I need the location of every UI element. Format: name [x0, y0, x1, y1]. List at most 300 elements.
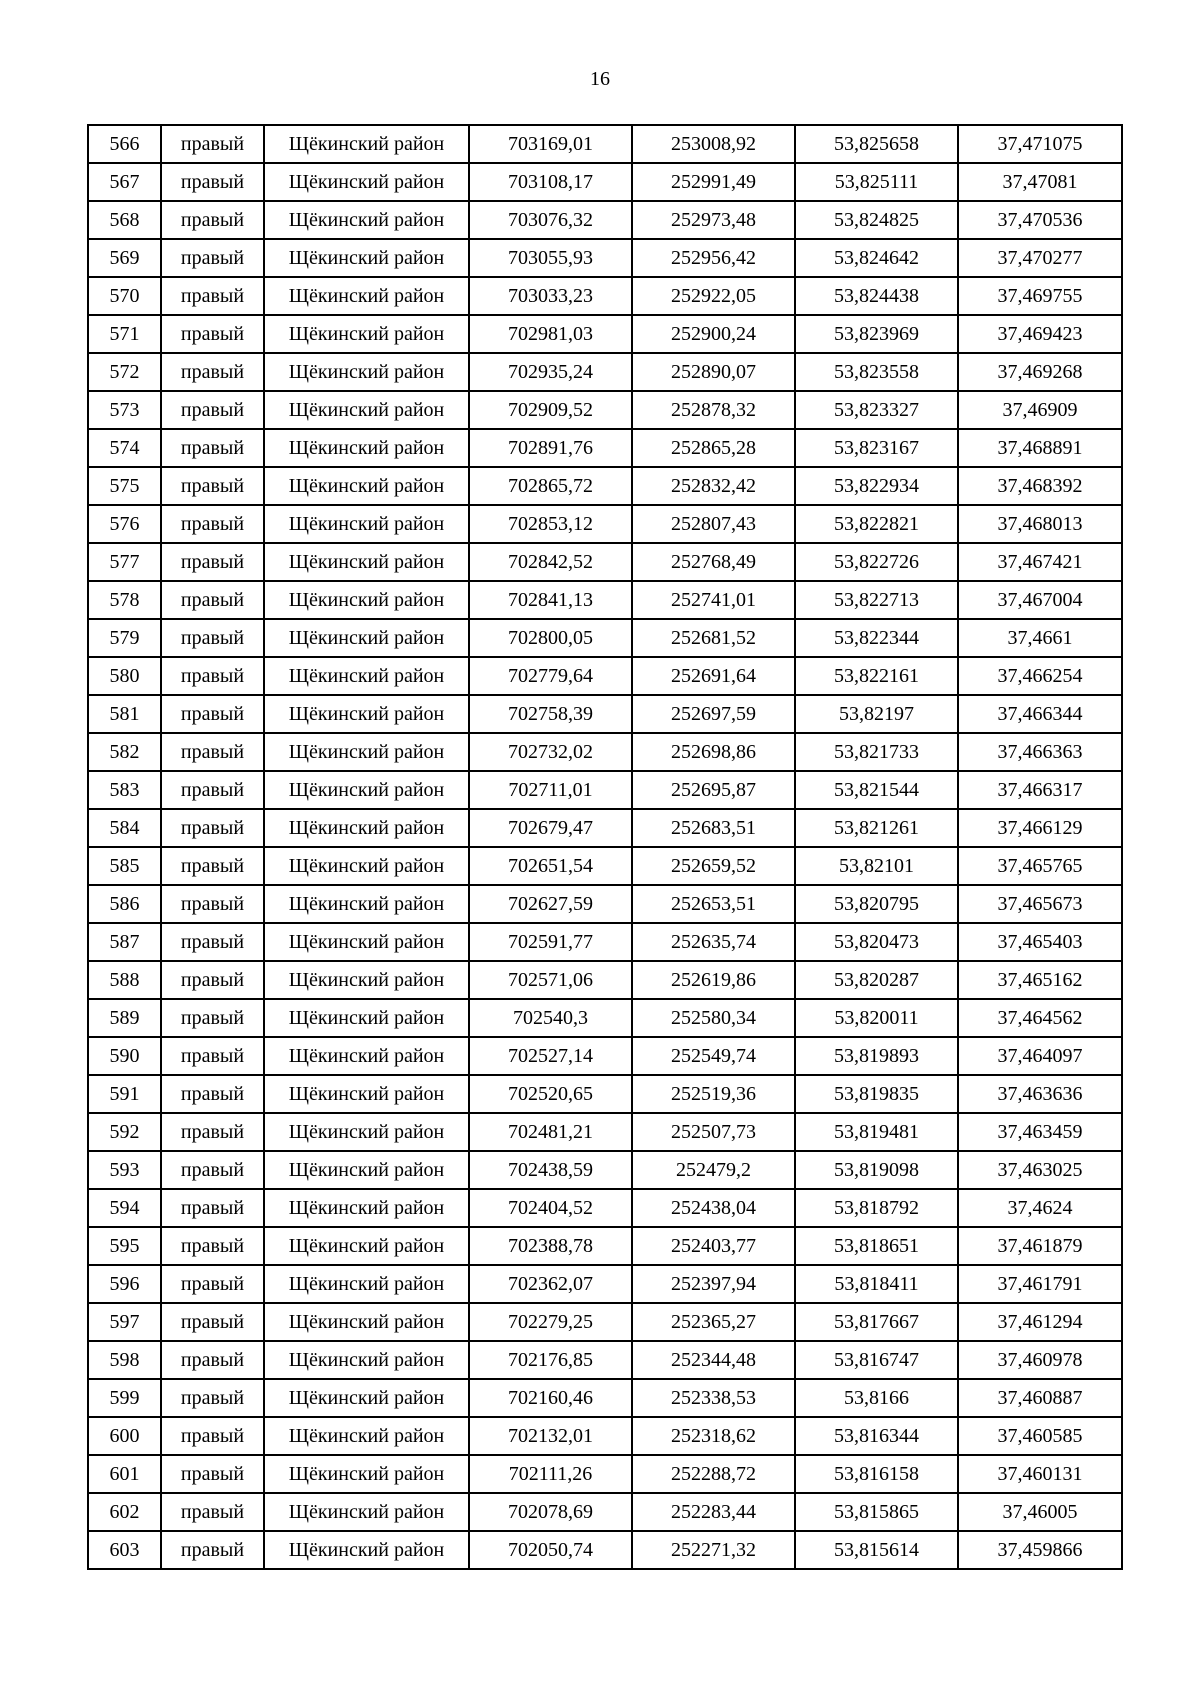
district-cell: Щёкинский район: [264, 543, 469, 581]
district-cell: Щёкинский район: [264, 239, 469, 277]
bank-side-cell: правый: [161, 201, 264, 239]
table-row: [88, 277, 1122, 315]
table-row: [88, 1037, 1122, 1075]
x-coordinate-cell: 702779,64: [469, 657, 632, 695]
latitude-cell: 53,822161: [795, 657, 958, 695]
bank-side-cell: правый: [161, 391, 264, 429]
district-cell: Щёкинский район: [264, 581, 469, 619]
bank-side-cell: правый: [161, 733, 264, 771]
table-row: [88, 1379, 1122, 1417]
longitude-cell: 37,460887: [958, 1379, 1122, 1417]
longitude-cell: 37,468891: [958, 429, 1122, 467]
district-cell: Щёкинский район: [264, 1265, 469, 1303]
longitude-cell: 37,47081: [958, 163, 1122, 201]
bank-side-cell: правый: [161, 1151, 264, 1189]
point-number-cell: 584: [88, 809, 161, 847]
district-cell: Щёкинский район: [264, 1341, 469, 1379]
bank-side-cell: правый: [161, 1379, 264, 1417]
district-cell: Щёкинский район: [264, 999, 469, 1037]
y-coordinate-cell: 252338,53: [632, 1379, 795, 1417]
y-coordinate-cell: 252271,32: [632, 1531, 795, 1569]
point-number-cell: 601: [88, 1455, 161, 1493]
x-coordinate-cell: 703033,23: [469, 277, 632, 315]
district-cell: Щёкинский район: [264, 201, 469, 239]
district-cell: Щёкинский район: [264, 1037, 469, 1075]
bank-side-cell: правый: [161, 1531, 264, 1569]
latitude-cell: 53,815614: [795, 1531, 958, 1569]
table-row: [88, 1455, 1122, 1493]
y-coordinate-cell: 252365,27: [632, 1303, 795, 1341]
longitude-cell: 37,461879: [958, 1227, 1122, 1265]
longitude-cell: 37,460585: [958, 1417, 1122, 1455]
point-number-cell: 594: [88, 1189, 161, 1227]
district-cell: Щёкинский район: [264, 353, 469, 391]
x-coordinate-cell: 702438,59: [469, 1151, 632, 1189]
longitude-cell: 37,463025: [958, 1151, 1122, 1189]
y-coordinate-cell: 252438,04: [632, 1189, 795, 1227]
x-coordinate-cell: 702651,54: [469, 847, 632, 885]
table-row: [88, 999, 1122, 1037]
y-coordinate-cell: 252991,49: [632, 163, 795, 201]
longitude-cell: 37,464562: [958, 999, 1122, 1037]
point-number-cell: 595: [88, 1227, 161, 1265]
point-number-cell: 581: [88, 695, 161, 733]
point-number-cell: 599: [88, 1379, 161, 1417]
district-cell: Щёкинский район: [264, 429, 469, 467]
point-number-cell: 568: [88, 201, 161, 239]
bank-side-cell: правый: [161, 1303, 264, 1341]
table-row: [88, 847, 1122, 885]
x-coordinate-cell: 702388,78: [469, 1227, 632, 1265]
longitude-cell: 37,467004: [958, 581, 1122, 619]
y-coordinate-cell: 252519,36: [632, 1075, 795, 1113]
y-coordinate-cell: 252890,07: [632, 353, 795, 391]
table-row: [88, 429, 1122, 467]
y-coordinate-cell: 252956,42: [632, 239, 795, 277]
y-coordinate-cell: 252580,34: [632, 999, 795, 1037]
longitude-cell: 37,4624: [958, 1189, 1122, 1227]
point-number-cell: 580: [88, 657, 161, 695]
table-row: [88, 1189, 1122, 1227]
district-cell: Щёкинский район: [264, 771, 469, 809]
point-number-cell: 589: [88, 999, 161, 1037]
table-row: [88, 1417, 1122, 1455]
longitude-cell: 37,469268: [958, 353, 1122, 391]
longitude-cell: 37,460131: [958, 1455, 1122, 1493]
latitude-cell: 53,825658: [795, 125, 958, 163]
x-coordinate-cell: 703169,01: [469, 125, 632, 163]
table-row: [88, 125, 1122, 163]
table-row: [88, 353, 1122, 391]
bank-side-cell: правый: [161, 1113, 264, 1151]
y-coordinate-cell: 252653,51: [632, 885, 795, 923]
table-row: [88, 163, 1122, 201]
bank-side-cell: правый: [161, 163, 264, 201]
x-coordinate-cell: 702111,26: [469, 1455, 632, 1493]
point-number-cell: 597: [88, 1303, 161, 1341]
longitude-cell: 37,466344: [958, 695, 1122, 733]
table-row: [88, 961, 1122, 999]
x-coordinate-cell: 702160,46: [469, 1379, 632, 1417]
district-cell: Щёкинский район: [264, 1189, 469, 1227]
y-coordinate-cell: 252768,49: [632, 543, 795, 581]
x-coordinate-cell: 702540,3: [469, 999, 632, 1037]
point-number-cell: 600: [88, 1417, 161, 1455]
point-number-cell: 576: [88, 505, 161, 543]
y-coordinate-cell: 252635,74: [632, 923, 795, 961]
bank-side-cell: правый: [161, 1265, 264, 1303]
bank-side-cell: правый: [161, 1227, 264, 1265]
district-cell: Щёкинский район: [264, 809, 469, 847]
point-number-cell: 577: [88, 543, 161, 581]
y-coordinate-cell: 252878,32: [632, 391, 795, 429]
coordinates-table: [87, 124, 1123, 1570]
x-coordinate-cell: 702362,07: [469, 1265, 632, 1303]
bank-side-cell: правый: [161, 543, 264, 581]
longitude-cell: 37,466129: [958, 809, 1122, 847]
table-row: [88, 1113, 1122, 1151]
x-coordinate-cell: 702404,52: [469, 1189, 632, 1227]
point-number-cell: 569: [88, 239, 161, 277]
table-row: [88, 1227, 1122, 1265]
latitude-cell: 53,82197: [795, 695, 958, 733]
latitude-cell: 53,816344: [795, 1417, 958, 1455]
point-number-cell: 588: [88, 961, 161, 999]
table-row: [88, 923, 1122, 961]
y-coordinate-cell: 252397,94: [632, 1265, 795, 1303]
district-cell: Щёкинский район: [264, 1455, 469, 1493]
longitude-cell: 37,461791: [958, 1265, 1122, 1303]
district-cell: Щёкинский район: [264, 695, 469, 733]
y-coordinate-cell: 252283,44: [632, 1493, 795, 1531]
point-number-cell: 579: [88, 619, 161, 657]
district-cell: Щёкинский район: [264, 315, 469, 353]
x-coordinate-cell: 702865,72: [469, 467, 632, 505]
bank-side-cell: правый: [161, 771, 264, 809]
bank-side-cell: правый: [161, 885, 264, 923]
point-number-cell: 587: [88, 923, 161, 961]
x-coordinate-cell: 703055,93: [469, 239, 632, 277]
x-coordinate-cell: 702078,69: [469, 1493, 632, 1531]
table-row: [88, 657, 1122, 695]
y-coordinate-cell: 252973,48: [632, 201, 795, 239]
latitude-cell: 53,818411: [795, 1265, 958, 1303]
table-row: [88, 201, 1122, 239]
table-row: [88, 1493, 1122, 1531]
latitude-cell: 53,815865: [795, 1493, 958, 1531]
table-row: [88, 543, 1122, 581]
x-coordinate-cell: 702050,74: [469, 1531, 632, 1569]
bank-side-cell: правый: [161, 1455, 264, 1493]
x-coordinate-cell: 702527,14: [469, 1037, 632, 1075]
point-number-cell: 596: [88, 1265, 161, 1303]
x-coordinate-cell: 702627,59: [469, 885, 632, 923]
x-coordinate-cell: 702891,76: [469, 429, 632, 467]
y-coordinate-cell: 252619,86: [632, 961, 795, 999]
district-cell: Щёкинский район: [264, 733, 469, 771]
table-row: [88, 1151, 1122, 1189]
x-coordinate-cell: 702842,52: [469, 543, 632, 581]
y-coordinate-cell: 252403,77: [632, 1227, 795, 1265]
point-number-cell: 578: [88, 581, 161, 619]
table-row: [88, 1341, 1122, 1379]
point-number-cell: 567: [88, 163, 161, 201]
table-row: [88, 1303, 1122, 1341]
latitude-cell: 53,818792: [795, 1189, 958, 1227]
bank-side-cell: правый: [161, 999, 264, 1037]
table-row: [88, 1075, 1122, 1113]
y-coordinate-cell: 252695,87: [632, 771, 795, 809]
longitude-cell: 37,471075: [958, 125, 1122, 163]
district-cell: Щёкинский район: [264, 505, 469, 543]
table-body: [88, 125, 1122, 1569]
longitude-cell: 37,466363: [958, 733, 1122, 771]
x-coordinate-cell: 702591,77: [469, 923, 632, 961]
latitude-cell: 53,823969: [795, 315, 958, 353]
point-number-cell: 592: [88, 1113, 161, 1151]
y-coordinate-cell: 252288,72: [632, 1455, 795, 1493]
longitude-cell: 37,46909: [958, 391, 1122, 429]
x-coordinate-cell: 702935,24: [469, 353, 632, 391]
longitude-cell: 37,459866: [958, 1531, 1122, 1569]
district-cell: Щёкинский район: [264, 847, 469, 885]
latitude-cell: 53,823558: [795, 353, 958, 391]
table-row: [88, 733, 1122, 771]
table-row: [88, 315, 1122, 353]
longitude-cell: 37,469423: [958, 315, 1122, 353]
district-cell: Щёкинский район: [264, 1531, 469, 1569]
x-coordinate-cell: 702853,12: [469, 505, 632, 543]
longitude-cell: 37,4661: [958, 619, 1122, 657]
bank-side-cell: правый: [161, 695, 264, 733]
x-coordinate-cell: 702800,05: [469, 619, 632, 657]
y-coordinate-cell: 252344,48: [632, 1341, 795, 1379]
bank-side-cell: правый: [161, 315, 264, 353]
y-coordinate-cell: 252922,05: [632, 277, 795, 315]
district-cell: Щёкинский район: [264, 1379, 469, 1417]
latitude-cell: 53,820287: [795, 961, 958, 999]
district-cell: Щёкинский район: [264, 1303, 469, 1341]
x-coordinate-cell: 702279,25: [469, 1303, 632, 1341]
x-coordinate-cell: 702481,21: [469, 1113, 632, 1151]
y-coordinate-cell: 252865,28: [632, 429, 795, 467]
bank-side-cell: правый: [161, 847, 264, 885]
y-coordinate-cell: 252683,51: [632, 809, 795, 847]
y-coordinate-cell: 252659,52: [632, 847, 795, 885]
table-row: [88, 771, 1122, 809]
latitude-cell: 53,823327: [795, 391, 958, 429]
district-cell: Щёкинский район: [264, 961, 469, 999]
table-row: [88, 695, 1122, 733]
point-number-cell: 586: [88, 885, 161, 923]
point-number-cell: 571: [88, 315, 161, 353]
latitude-cell: 53,818651: [795, 1227, 958, 1265]
district-cell: Щёкинский район: [264, 1151, 469, 1189]
table-row: [88, 391, 1122, 429]
y-coordinate-cell: 252691,64: [632, 657, 795, 695]
district-cell: Щёкинский район: [264, 1417, 469, 1455]
bank-side-cell: правый: [161, 505, 264, 543]
longitude-cell: 37,465162: [958, 961, 1122, 999]
latitude-cell: 53,820011: [795, 999, 958, 1037]
point-number-cell: 566: [88, 125, 161, 163]
bank-side-cell: правый: [161, 467, 264, 505]
latitude-cell: 53,816747: [795, 1341, 958, 1379]
point-number-cell: 582: [88, 733, 161, 771]
y-coordinate-cell: 252479,2: [632, 1151, 795, 1189]
x-coordinate-cell: 703076,32: [469, 201, 632, 239]
table-row: [88, 467, 1122, 505]
point-number-cell: 590: [88, 1037, 161, 1075]
point-number-cell: 598: [88, 1341, 161, 1379]
bank-side-cell: правый: [161, 429, 264, 467]
table-row: [88, 619, 1122, 657]
longitude-cell: 37,466317: [958, 771, 1122, 809]
longitude-cell: 37,470277: [958, 239, 1122, 277]
latitude-cell: 53,819481: [795, 1113, 958, 1151]
bank-side-cell: правый: [161, 239, 264, 277]
latitude-cell: 53,821544: [795, 771, 958, 809]
point-number-cell: 574: [88, 429, 161, 467]
x-coordinate-cell: 702732,02: [469, 733, 632, 771]
bank-side-cell: правый: [161, 125, 264, 163]
longitude-cell: 37,469755: [958, 277, 1122, 315]
longitude-cell: 37,465673: [958, 885, 1122, 923]
x-coordinate-cell: 702132,01: [469, 1417, 632, 1455]
district-cell: Щёкинский район: [264, 391, 469, 429]
latitude-cell: 53,817667: [795, 1303, 958, 1341]
district-cell: Щёкинский район: [264, 163, 469, 201]
point-number-cell: 585: [88, 847, 161, 885]
point-number-cell: 591: [88, 1075, 161, 1113]
longitude-cell: 37,465765: [958, 847, 1122, 885]
point-number-cell: 570: [88, 277, 161, 315]
bank-side-cell: правый: [161, 809, 264, 847]
district-cell: Щёкинский район: [264, 885, 469, 923]
y-coordinate-cell: 252698,86: [632, 733, 795, 771]
bank-side-cell: правый: [161, 619, 264, 657]
longitude-cell: 37,460978: [958, 1341, 1122, 1379]
x-coordinate-cell: 702909,52: [469, 391, 632, 429]
longitude-cell: 37,464097: [958, 1037, 1122, 1075]
district-cell: Щёкинский район: [264, 277, 469, 315]
latitude-cell: 53,820473: [795, 923, 958, 961]
point-number-cell: 572: [88, 353, 161, 391]
latitude-cell: 53,824825: [795, 201, 958, 239]
district-cell: Щёкинский район: [264, 125, 469, 163]
point-number-cell: 602: [88, 1493, 161, 1531]
latitude-cell: 53,823167: [795, 429, 958, 467]
bank-side-cell: правый: [161, 277, 264, 315]
district-cell: Щёкинский район: [264, 923, 469, 961]
point-number-cell: 573: [88, 391, 161, 429]
point-number-cell: 593: [88, 1151, 161, 1189]
longitude-cell: 37,463459: [958, 1113, 1122, 1151]
y-coordinate-cell: 252681,52: [632, 619, 795, 657]
latitude-cell: 53,824438: [795, 277, 958, 315]
district-cell: Щёкинский район: [264, 467, 469, 505]
bank-side-cell: правый: [161, 657, 264, 695]
longitude-cell: 37,468392: [958, 467, 1122, 505]
latitude-cell: 53,821733: [795, 733, 958, 771]
longitude-cell: 37,470536: [958, 201, 1122, 239]
x-coordinate-cell: 702841,13: [469, 581, 632, 619]
latitude-cell: 53,819893: [795, 1037, 958, 1075]
x-coordinate-cell: 702571,06: [469, 961, 632, 999]
district-cell: Щёкинский район: [264, 657, 469, 695]
longitude-cell: 37,46005: [958, 1493, 1122, 1531]
longitude-cell: 37,467421: [958, 543, 1122, 581]
table-row: [88, 581, 1122, 619]
table-row: [88, 505, 1122, 543]
latitude-cell: 53,819098: [795, 1151, 958, 1189]
bank-side-cell: правый: [161, 1075, 264, 1113]
y-coordinate-cell: 252318,62: [632, 1417, 795, 1455]
table-row: [88, 239, 1122, 277]
bank-side-cell: правый: [161, 1341, 264, 1379]
district-cell: Щёкинский район: [264, 1075, 469, 1113]
latitude-cell: 53,8166: [795, 1379, 958, 1417]
bank-side-cell: правый: [161, 1189, 264, 1227]
x-coordinate-cell: 702981,03: [469, 315, 632, 353]
bank-side-cell: правый: [161, 1037, 264, 1075]
table-row: [88, 885, 1122, 923]
y-coordinate-cell: 252697,59: [632, 695, 795, 733]
latitude-cell: 53,824642: [795, 239, 958, 277]
latitude-cell: 53,816158: [795, 1455, 958, 1493]
bank-side-cell: правый: [161, 1493, 264, 1531]
table-row: [88, 809, 1122, 847]
latitude-cell: 53,822726: [795, 543, 958, 581]
latitude-cell: 53,822821: [795, 505, 958, 543]
bank-side-cell: правый: [161, 923, 264, 961]
longitude-cell: 37,463636: [958, 1075, 1122, 1113]
district-cell: Щёкинский район: [264, 1113, 469, 1151]
x-coordinate-cell: 702520,65: [469, 1075, 632, 1113]
y-coordinate-cell: 253008,92: [632, 125, 795, 163]
latitude-cell: 53,821261: [795, 809, 958, 847]
table-row: [88, 1531, 1122, 1569]
latitude-cell: 53,825111: [795, 163, 958, 201]
point-number-cell: 603: [88, 1531, 161, 1569]
bank-side-cell: правый: [161, 353, 264, 391]
longitude-cell: 37,465403: [958, 923, 1122, 961]
latitude-cell: 53,822713: [795, 581, 958, 619]
y-coordinate-cell: 252832,42: [632, 467, 795, 505]
point-number-cell: 575: [88, 467, 161, 505]
x-coordinate-cell: 702176,85: [469, 1341, 632, 1379]
latitude-cell: 53,822934: [795, 467, 958, 505]
district-cell: Щёкинский район: [264, 1493, 469, 1531]
longitude-cell: 37,461294: [958, 1303, 1122, 1341]
x-coordinate-cell: 702679,47: [469, 809, 632, 847]
district-cell: Щёкинский район: [264, 1227, 469, 1265]
bank-side-cell: правый: [161, 961, 264, 999]
page-number: 16: [590, 68, 610, 90]
latitude-cell: 53,820795: [795, 885, 958, 923]
latitude-cell: 53,82101: [795, 847, 958, 885]
bank-side-cell: правый: [161, 1417, 264, 1455]
x-coordinate-cell: 702711,01: [469, 771, 632, 809]
x-coordinate-cell: 702758,39: [469, 695, 632, 733]
longitude-cell: 37,466254: [958, 657, 1122, 695]
y-coordinate-cell: 252549,74: [632, 1037, 795, 1075]
latitude-cell: 53,822344: [795, 619, 958, 657]
bank-side-cell: правый: [161, 581, 264, 619]
y-coordinate-cell: 252807,43: [632, 505, 795, 543]
y-coordinate-cell: 252900,24: [632, 315, 795, 353]
latitude-cell: 53,819835: [795, 1075, 958, 1113]
